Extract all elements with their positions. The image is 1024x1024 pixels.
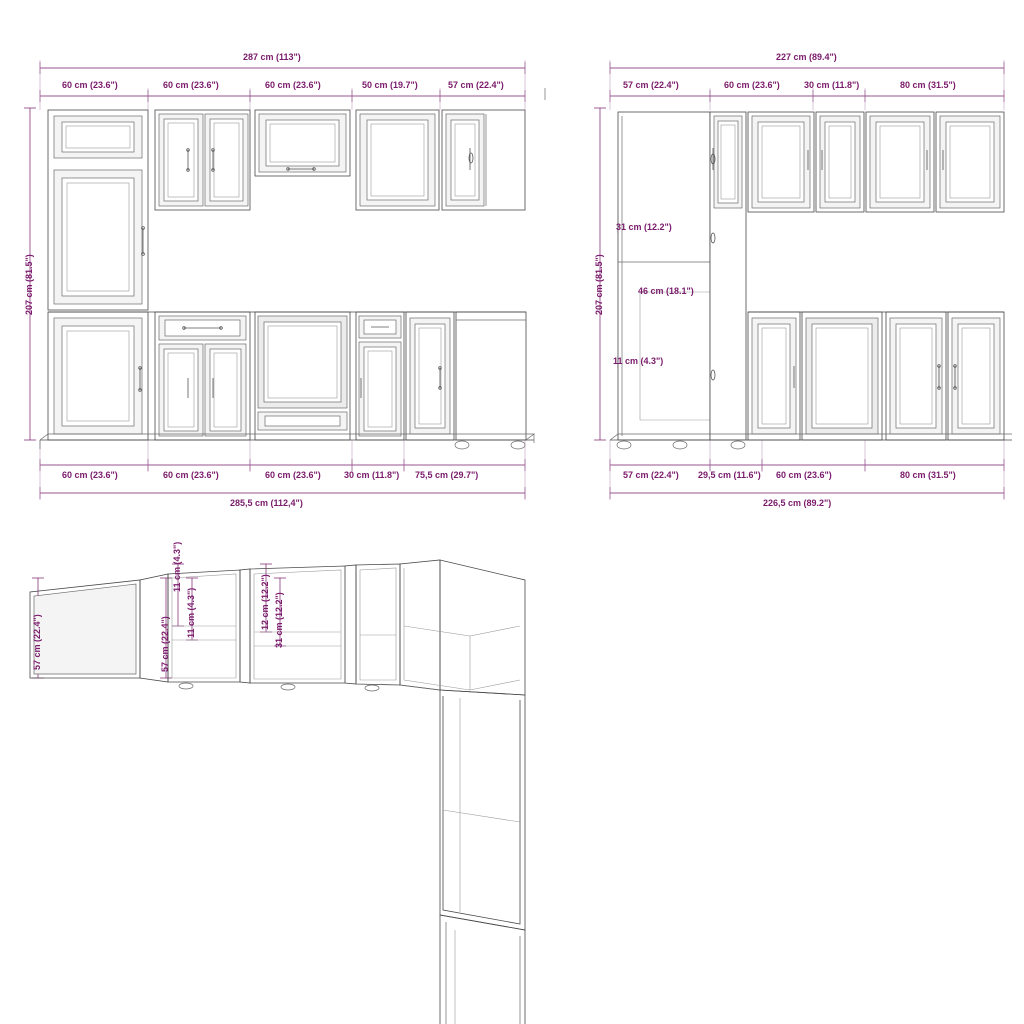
base-cabinet-c bbox=[406, 312, 454, 440]
dim-right-inner-31: 31 cm (12.2") bbox=[616, 222, 672, 232]
dim-right-top-4: 80 cm (31.5") bbox=[900, 80, 956, 90]
dim-right-bottom-1: 57 cm (22.4") bbox=[623, 470, 679, 480]
persp-dim-label-11-a: 11 cm (4.3") bbox=[172, 541, 182, 592]
cabinet-tall-left bbox=[48, 110, 148, 310]
base-appliance-oven bbox=[255, 312, 350, 440]
base-cabinet-b bbox=[356, 312, 404, 440]
dim-right-inner-11: 11 cm (4.3") bbox=[613, 356, 664, 366]
dim-right-top-total: 227 cm (89.4") bbox=[776, 52, 837, 62]
front-view-right bbox=[570, 0, 1024, 530]
persp-dim-label-57-left: 57 cm (22.4") bbox=[32, 614, 42, 670]
base-cabinet-r3 bbox=[948, 312, 1004, 440]
cabinet-upper-b bbox=[255, 110, 350, 176]
dim-right-top-1: 57 cm (22.4") bbox=[623, 80, 679, 90]
dim-left-top-total: 287 cm (113") bbox=[243, 52, 301, 62]
cabinet-upper-a bbox=[155, 110, 250, 210]
dim-left-height: 207 cm (81.5") bbox=[24, 254, 34, 315]
base-cabinet-d bbox=[456, 312, 526, 440]
cabinet-upper-r3 bbox=[866, 112, 934, 212]
dim-left-bottom-5: 75,5 cm (29.7") bbox=[415, 470, 479, 480]
dim-left-bottom-3: 60 cm (23.6") bbox=[265, 470, 321, 480]
cabinet-upper-d bbox=[442, 110, 525, 210]
perspective-view bbox=[0, 530, 1024, 1024]
dim-left-bottom-1: 60 cm (23.6") bbox=[62, 470, 118, 480]
base-cabinet-r2 bbox=[886, 312, 946, 440]
dim-left-top-4: 50 cm (19.7") bbox=[362, 80, 418, 90]
top-segment-dimensions-right bbox=[610, 90, 1004, 102]
dim-left-bottom-total: 285,5 cm (112,4") bbox=[230, 498, 303, 508]
top-total-dimension-right bbox=[610, 62, 1004, 74]
cabinet-upper-r2 bbox=[816, 112, 864, 212]
cabinet-tall-door bbox=[710, 112, 746, 440]
base-cabinet-left bbox=[48, 312, 148, 440]
dim-left-bottom-4: 30 cm (11.8") bbox=[344, 470, 400, 480]
cabinet-upper-c bbox=[356, 110, 439, 210]
dim-right-inner-46: 46 cm (18.1") bbox=[638, 286, 694, 296]
dim-right-bottom-4: 80 cm (31.5") bbox=[900, 470, 956, 480]
dim-left-top-5: 57 cm (22.4") bbox=[448, 80, 504, 90]
dim-right-height: 207 cm (81.5") bbox=[594, 254, 604, 315]
base-cabinet-a bbox=[155, 312, 250, 440]
base-cabinet-r1 bbox=[748, 312, 800, 440]
dim-right-bottom-2: 29,5 cm (11.6") bbox=[698, 470, 761, 480]
dim-right-top-2: 60 cm (23.6") bbox=[724, 80, 780, 90]
cabinet-upper-r1 bbox=[748, 112, 814, 212]
dim-left-top-1: 60 cm (23.6") bbox=[62, 80, 118, 90]
persp-dim-label-31: 31 cm (12.2") bbox=[274, 592, 284, 648]
persp-dim-label-57-second: 57 cm (22.4") bbox=[160, 616, 170, 672]
base-appliance-r bbox=[802, 312, 882, 440]
persp-dim-label-11-b: 11 cm (4.3") bbox=[186, 587, 196, 638]
cabinet-tall-pantry bbox=[618, 112, 710, 440]
persp-dim-label-12: 12 cm (12.2") bbox=[260, 574, 270, 630]
dim-left-top-2: 60 cm (23.6") bbox=[163, 80, 219, 90]
front-view-left bbox=[0, 0, 560, 530]
dim-left-bottom-2: 60 cm (23.6") bbox=[163, 470, 219, 480]
perspective-view-svg bbox=[0, 530, 1024, 1024]
dim-right-bottom-3: 60 cm (23.6") bbox=[776, 470, 832, 480]
dim-left-top-3: 60 cm (23.6") bbox=[265, 80, 321, 90]
top-segment-dimensions bbox=[40, 90, 525, 102]
dim-right-bottom-total: 226,5 cm (89.2") bbox=[763, 498, 832, 508]
dim-right-top-3: 30 cm (11.8") bbox=[804, 80, 860, 90]
top-total-dimension bbox=[40, 62, 525, 74]
cabinet-upper-r4 bbox=[936, 112, 1004, 212]
